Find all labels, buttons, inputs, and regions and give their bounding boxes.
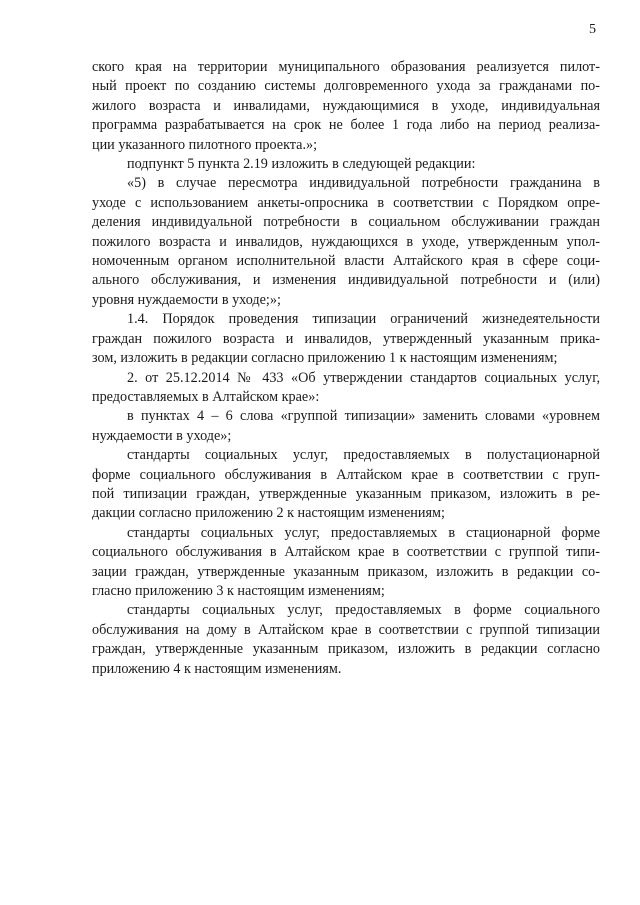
text-line: ный проект по созданию системы долговременного ухода за гражданами по- (92, 78, 600, 95)
paragraph-1-4 (92, 310, 600, 368)
text-line: дакции согласно приложению 2 к настоящим изменениям; (92, 505, 445, 522)
text-line: гласно приложению 3 к настоящим изменениям; (92, 582, 385, 599)
paragraph-continuation (92, 58, 600, 155)
text-line: 2. от 25.12.2014 № 433 «Об утверждении стандартов социальных услуг, (127, 369, 600, 386)
text-line: обслуживания на дому в Алтайском крае в соответствии с группой типизации (92, 621, 600, 638)
paragraph-quote-5 (92, 174, 600, 310)
paragraph-stationary-standards (92, 524, 600, 602)
text-line: номоченным органом исполнительной власти Алтайского края в сфере соци- (92, 253, 600, 270)
text-line: жилого возраста и инвалидами, нуждающимися в уходе, индивидуальная (92, 97, 600, 114)
text-line: ции указанного пилотного проекта.»; (92, 136, 318, 153)
document-body (92, 58, 600, 679)
text-line: 1.4. Порядок проведения типизации ограничений жизнедеятельности (127, 311, 600, 328)
text-line: деления индивидуальной потребности в социальном обслуживании граждан (92, 214, 600, 231)
text-line: форме социального обслуживания в Алтайском крае в соответствии с груп- (92, 466, 600, 483)
text-line: уровня нуждаемости в уходе;»; (92, 291, 281, 308)
text-line: нуждаемости в уходе»; (92, 427, 232, 444)
text-line: ского края на территории муниципального образования реализуется пилот- (92, 59, 600, 75)
text-line: граждан, утвержденные указанным приказом, изложить в редакции согласно (92, 641, 600, 658)
text-line: пой типизации граждан, утвержденные указанным приказом, изложить в ре- (92, 485, 600, 502)
text-line: «5) в случае пересмотра индивидуальной потребности гражданина в (127, 175, 600, 192)
text-line: подпункт 5 пункта 2.19 изложить в следующей редакции: (127, 156, 476, 173)
text-line: стандарты социальных услуг, предоставляемых в полустационарной (127, 447, 600, 464)
text-line: граждан пожилого возраста и инвалидов, утвержденный указанным прика- (92, 330, 600, 347)
paragraph-2 (92, 369, 600, 408)
text-line: в пунктах 4 – 6 слова «группой типизации» заменить словами «уровнем (127, 408, 600, 425)
paragraph-semi-stationary-standards (92, 446, 600, 524)
text-line: приложению 4 к настоящим изменениям. (92, 660, 342, 677)
page-number: 5 (589, 22, 596, 37)
text-line: уходе с использованием анкеты-опросника в соответствии с Порядком опре- (92, 194, 600, 211)
paragraph-points-4-6 (92, 407, 600, 446)
text-line: зом, изложить в редакции согласно приложению 1 к настоящим изменениям; (92, 350, 558, 367)
text-line: ального обслуживания, и изменения индивидуальной потребности и (или) (92, 272, 600, 289)
text-line: предоставляемых в Алтайском крае»: (92, 388, 320, 405)
text-line: стандарты социальных услуг, предоставляемых в стационарной форме (127, 524, 600, 541)
paragraph-subpoint-5 (92, 155, 600, 174)
text-line: пожилого возраста и инвалидов, нуждающихся в уходе, утвержденным упол- (92, 233, 600, 250)
text-line: стандарты социальных услуг, предоставляемых в форме социального (127, 602, 600, 619)
text-line: зации граждан, утвержденные указанным приказом, изложить в редакции со- (92, 563, 600, 580)
paragraph-home-service-standards (92, 601, 600, 679)
text-line: социального обслуживания в Алтайском крае в соответствии с группой типи- (92, 544, 600, 561)
text-line: программа разрабатывается на срок не более 1 года либо на период реализа- (92, 117, 600, 134)
